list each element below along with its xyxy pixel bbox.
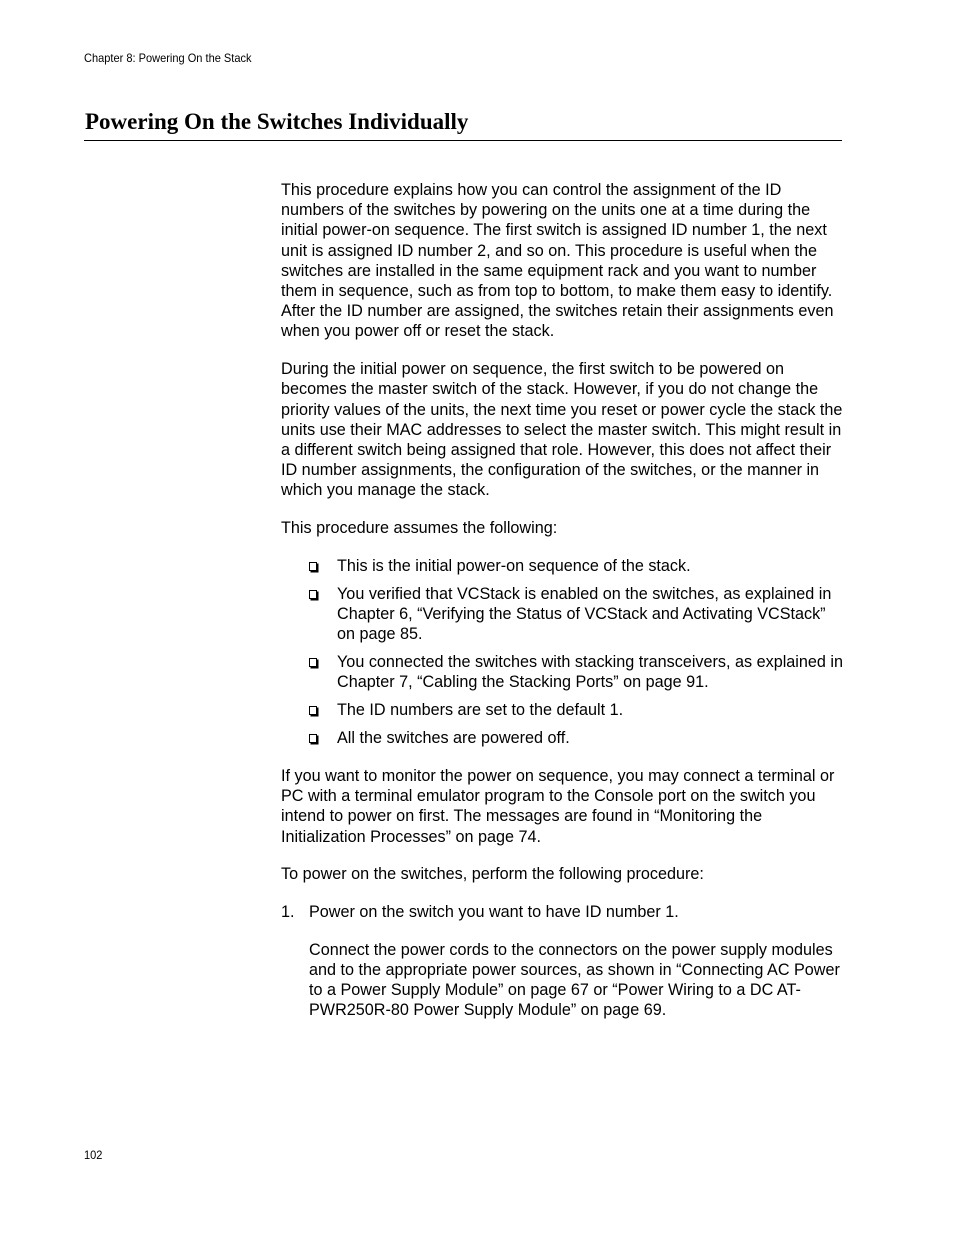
running-head: Chapter 8: Powering On the Stack xyxy=(84,51,252,65)
paragraph-intro: This procedure explains how you can control the assignment of the ID numbers of the switches by powering on the units one at a time during the initial power-on sequence. The first switch is assigned ID number 1, the next unit is assigned ID number 2, and so on. This procedure is useful when the switches are installed in the same equipment rack and you want to number them in sequence, such as from top to bottom, to make them easy to identify. After the ID number are assigned, the switches retain their assignments even when you power off or reset the stack. xyxy=(281,181,834,341)
paragraph-procedure-intro: To power on the switches, perform the following procedure: xyxy=(281,865,704,884)
step-number: 1. xyxy=(281,903,295,922)
list-item-text: The ID numbers are set to the default 1. xyxy=(337,701,624,720)
list-item-text: All the switches are powered off. xyxy=(337,729,570,748)
list-item xyxy=(281,652,845,692)
checkbox-bullet-icon xyxy=(309,734,317,743)
checkbox-bullet-icon xyxy=(309,562,317,571)
body-text xyxy=(281,180,845,1038)
list-item-text: This is the initial power-on sequence of the stack. xyxy=(337,556,691,575)
page-number: 102 xyxy=(84,1148,103,1162)
list-item-text: You verified that VCStack is enabled on the switches, as explained in Chapter 6, “Verifying the Status of VCStack and Activating VCStack” on page 85. xyxy=(337,584,832,644)
paragraph-monitoring: If you want to monitor the power on sequence, you may connect a terminal or PC with a terminal emulator program to the Console port on the switch you intend to power on first. The messages are found in “Monitoring the Initialization Processes” on page 74. xyxy=(281,767,835,846)
section-title: Powering On the Switches Individually xyxy=(85,109,469,134)
list-item xyxy=(281,700,845,720)
checkbox-bullet-icon xyxy=(309,590,317,599)
procedure-step xyxy=(281,902,845,922)
title-rule xyxy=(84,140,842,141)
step-detail: Connect the power cords to the connectors on the power supply modules and to the appropriate power sources, as shown in “Connecting AC Power to a Power Supply Module” on page 67 or “Power Wiring to a DC AT-PWR250R-80 Power Supply Module” on page 69. xyxy=(309,940,840,1020)
paragraph-assumptions: This procedure assumes the following: xyxy=(281,519,558,538)
checkbox-bullet-icon xyxy=(309,658,317,667)
assumption-list xyxy=(281,556,845,749)
step-text: Power on the switch you want to have ID number 1. xyxy=(309,903,679,922)
list-item xyxy=(281,556,845,576)
list-item-text: You connected the switches with stacking transceivers, as explained in Chapter 7, “Cabling the Stacking Ports” on page 91. xyxy=(337,653,843,692)
list-item xyxy=(281,728,845,748)
paragraph-master-switch: During the initial power on sequence, the first switch to be powered on becomes the master switch of the stack. However, if you do not change the priority values of the units, the next time you reset or power cycle the stack the units use their MAC addresses to select the master switch. This might result in a different switch being assigned that role. However, this does not affect their ID number assignments, the configuration of the switches, or the manner in which you manage the stack. xyxy=(281,360,843,500)
checkbox-bullet-icon xyxy=(309,706,317,715)
list-item xyxy=(281,584,845,645)
